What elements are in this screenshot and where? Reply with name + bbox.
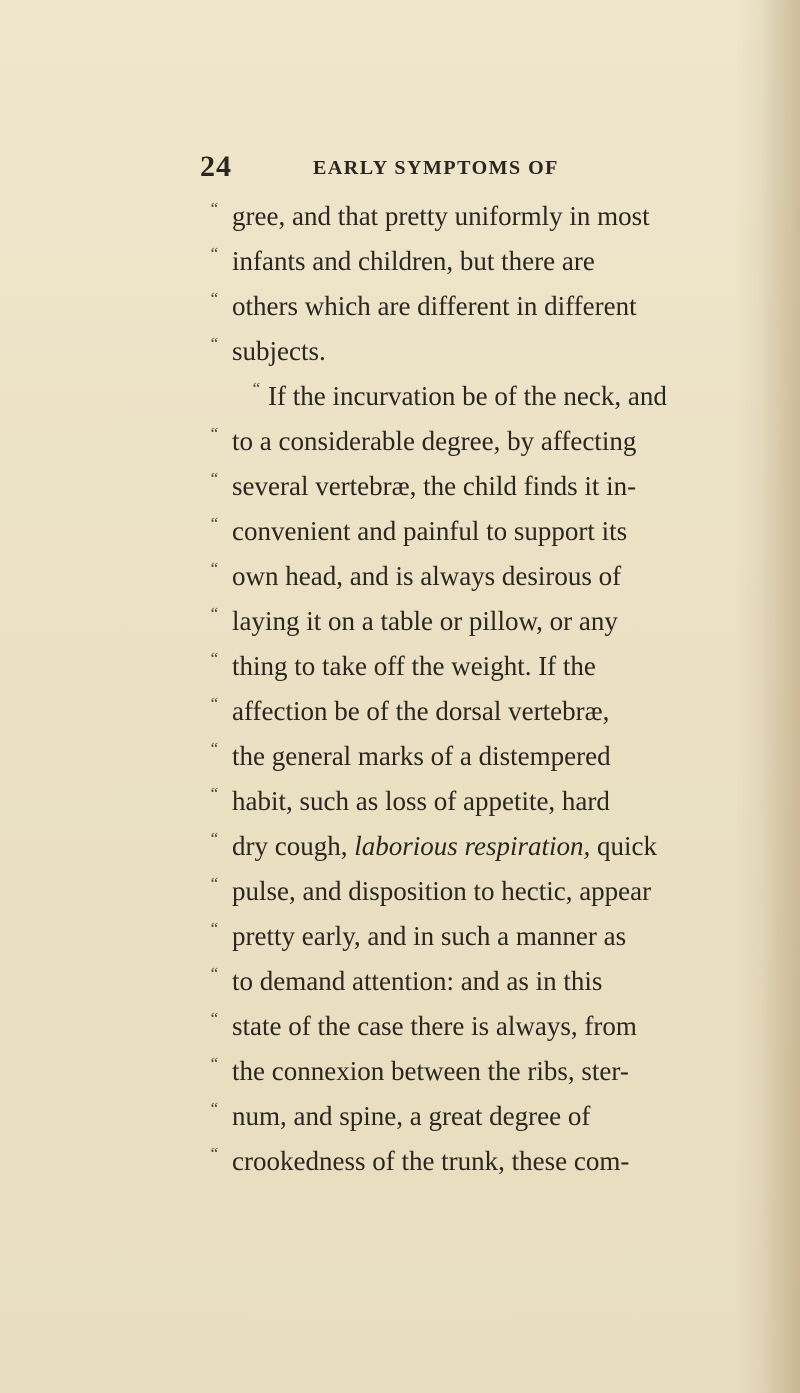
page-header (0, 150, 800, 183)
text-line (0, 241, 800, 281)
line-text-pre: dry cough, (232, 831, 355, 861)
line-text-post: quick (590, 831, 658, 861)
quote-mark: “ (209, 289, 219, 308)
quote-mark: “ (209, 784, 219, 803)
quote-mark: “ (209, 829, 219, 848)
text-line (0, 826, 800, 866)
line-text: convenient and painful to support its (232, 516, 628, 546)
text-line (0, 691, 800, 731)
quote-mark: “ (209, 919, 219, 938)
text-line (0, 556, 800, 596)
line-text: the general marks of a distempered (232, 741, 611, 771)
page-number: 24 (200, 150, 232, 183)
quote-mark: “ (209, 244, 219, 263)
line-text: pulse, and disposition to hectic, appear (232, 876, 652, 906)
quote-mark: “ (209, 424, 219, 443)
quote-mark: “ (251, 379, 261, 398)
quote-mark: “ (209, 1054, 219, 1073)
line-text: the connexion between the ribs, ster- (232, 1056, 629, 1086)
quote-mark: “ (209, 514, 219, 533)
line-text: to demand attention: and as in this (232, 966, 603, 996)
text-line (0, 1141, 800, 1181)
line-text: crookedness of the trunk, these com- (232, 1146, 630, 1176)
text-line (0, 466, 800, 506)
running-head: EARLY SYMPTOMS OF (313, 157, 559, 179)
quote-mark: “ (209, 469, 219, 488)
text-line (0, 511, 800, 551)
text-line (0, 736, 800, 776)
line-text: state of the case there is always, from (232, 1011, 637, 1041)
quote-mark: “ (209, 604, 219, 623)
quote-mark: “ (209, 874, 219, 893)
text-line (0, 331, 800, 371)
line-text: subjects. (232, 336, 326, 366)
quote-mark: “ (209, 694, 219, 713)
line-text: own head, and is always desirous of (232, 561, 622, 591)
text-line (0, 781, 800, 821)
line-text: gree, and that pretty uniformly in most (232, 201, 650, 231)
text-line (0, 196, 800, 236)
line-text: to a considerable degree, by affecting (232, 426, 637, 456)
line-text: pretty early, and in such a manner as (232, 921, 627, 951)
quote-mark: “ (209, 1099, 219, 1118)
text-line (0, 421, 800, 461)
italic-phrase: laborious respiration, (354, 831, 591, 861)
quote-mark: “ (209, 739, 219, 758)
text-line (0, 1051, 800, 1091)
text-line (0, 286, 800, 326)
line-text: laying it on a table or pillow, or any (232, 606, 618, 636)
quote-mark: “ (209, 199, 219, 218)
line-text: thing to take off the weight. If the (232, 651, 596, 681)
line-text: num, and spine, a great degree of (232, 1101, 591, 1131)
line-text: infants and children, but there are (232, 246, 595, 276)
text-line (0, 916, 800, 956)
line-text: several vertebræ, the child finds it in- (232, 471, 637, 501)
text-line (0, 646, 800, 686)
line-text: habit, such as loss of appetite, hard (232, 786, 610, 816)
line-text: affection be of the dorsal vertebræ, (232, 696, 610, 726)
text-line (0, 376, 800, 416)
text-line (0, 961, 800, 1001)
line-text (232, 826, 657, 866)
text-line (0, 1096, 800, 1136)
line-text: If the incurvation be of the neck, and (268, 381, 667, 411)
line-text: others which are different in different (232, 291, 637, 321)
quote-mark: “ (209, 559, 219, 578)
text-line (0, 1006, 800, 1046)
quote-mark: “ (209, 1144, 219, 1163)
quote-mark: “ (209, 649, 219, 668)
quote-mark: “ (209, 964, 219, 983)
text-line (0, 601, 800, 641)
text-line (0, 871, 800, 911)
quote-mark: “ (209, 1009, 219, 1028)
quote-mark: “ (209, 334, 219, 353)
